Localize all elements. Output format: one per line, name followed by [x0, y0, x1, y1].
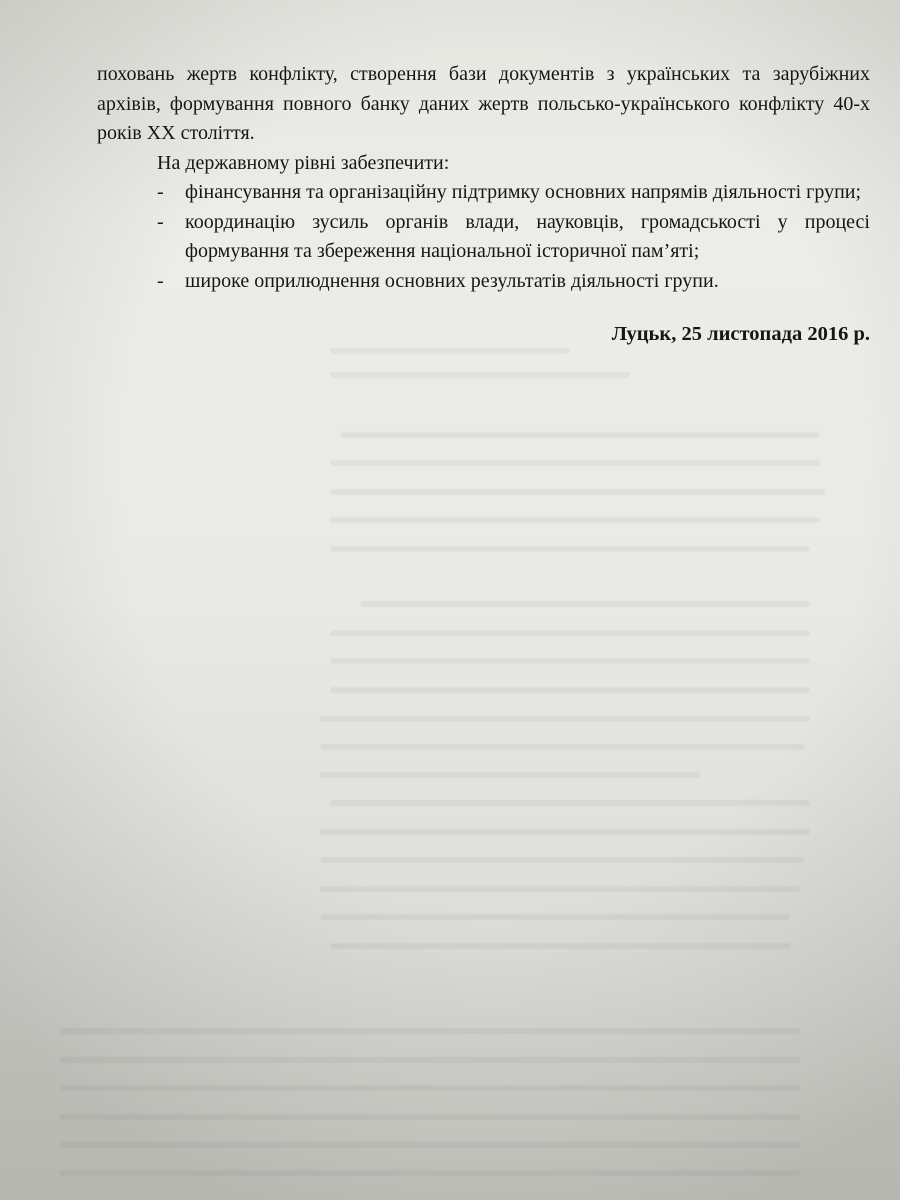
list-item — [97, 178, 870, 208]
dash-bullet: - — [157, 210, 164, 233]
list-item-text: координацію зусиль органів влади, науковців, громадськості у процесі формування та збереження національної історичної пам’яті; — [185, 210, 870, 262]
document-body — [97, 60, 870, 350]
measures-list — [97, 178, 870, 296]
paragraph-continuation: поховань жертв конфлікту, створення бази документів з українських та зарубіжних архівів, формування повного банку даних жертв польсько-українського конфлікту 40-х років XX століття. — [97, 63, 870, 144]
list-item — [97, 208, 870, 267]
list-item-text: фінансування та організаційну підтримку основних напрямів діяльності групи; — [185, 181, 862, 203]
state-level-heading: На державному рівні забезпечити: — [157, 151, 450, 174]
list-item — [97, 267, 870, 297]
list-item-text: широке оприлюднення основних результатів діяльності групи. — [185, 269, 719, 292]
dash-bullet: - — [157, 269, 164, 292]
dash-bullet: - — [157, 181, 164, 203]
place-and-date: Луцьк, 25 листопада 2016 р. — [611, 323, 870, 345]
